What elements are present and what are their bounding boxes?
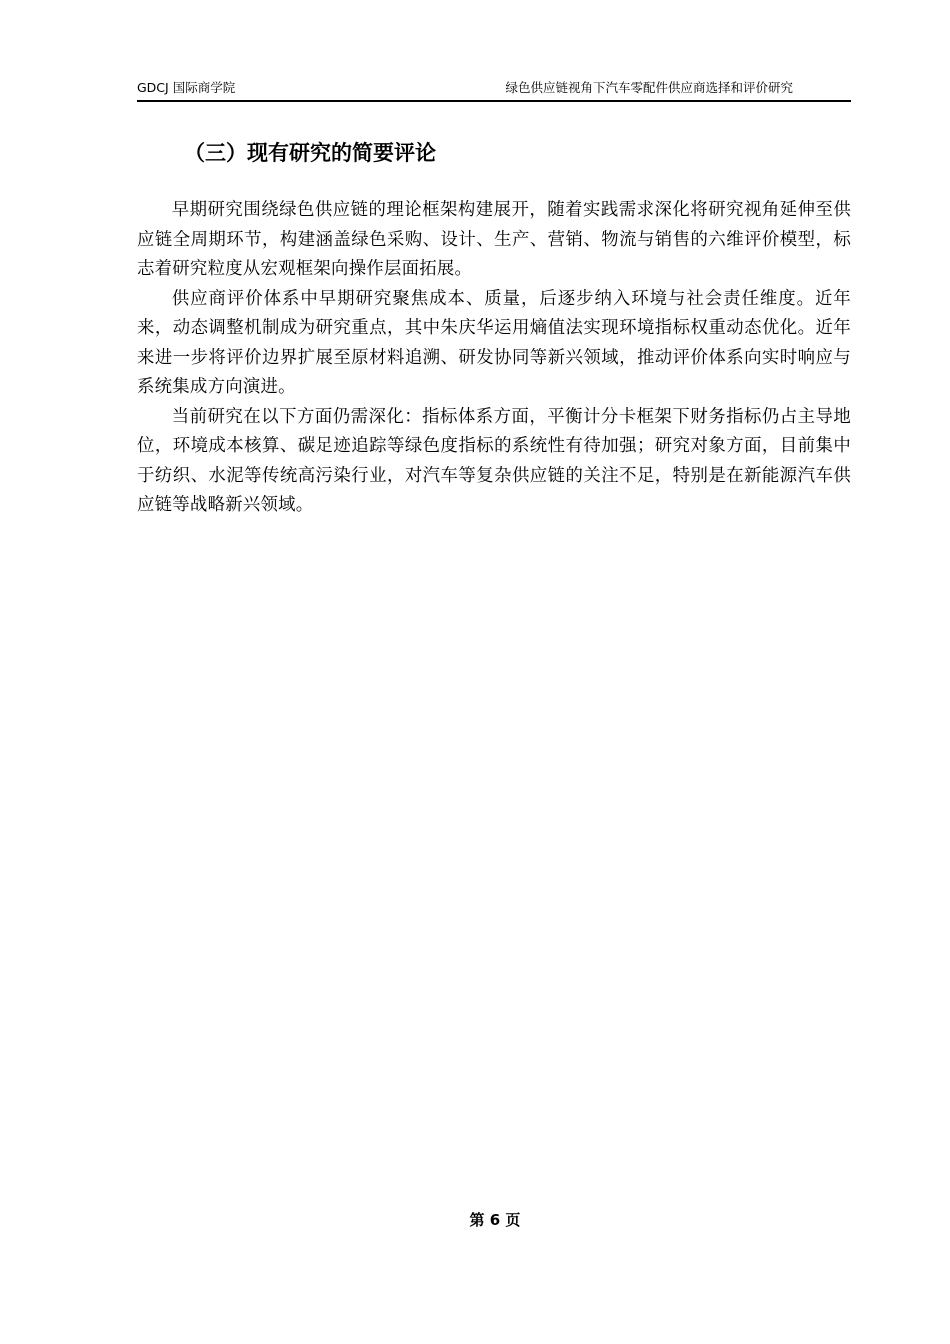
header-thesis-title: 绿色供应链视角下汽车零配件供应商选择和评价研究 — [505, 80, 793, 95]
page-number: 第 6 页 — [469, 1211, 521, 1229]
header-institution: GDCJ 国际商学院 — [137, 80, 236, 95]
paragraph-1: 早期研究围绕绿色供应链的理论框架构建展开，随着实践需求深化将研究视角延伸至供应链全周期环节，构建涵盖绿色采购、设计、生产、营销、物流与销售的六维评价模型，标志着研究粒度从宏观框架向操作层面拓展。 — [137, 200, 851, 279]
body-text — [137, 196, 851, 521]
page-header — [137, 78, 851, 102]
section-title: （三）现有研究的简要评论 — [184, 141, 436, 165]
paragraph-3: 当前研究在以下方面仍需深化：指标体系方面，平衡计分卡框架下财务指标仍占主导地位，环境成本核算、碳足迹追踪等绿色度指标的系统性有待加强；研究对象方面，目前集中于纺织、水泥等传统高污染行业，对汽车等复杂供应链的关注不足，特别是在新能源汽车供应链等战略新兴领域。 — [137, 406, 851, 515]
paragraph-2: 供应商评价体系中早期研究聚焦成本、质量，后逐步纳入环境与社会责任维度。近年来，动态调整机制成为研究重点，其中朱庆华运用熵值法实现环境指标权重动态优化。近年来进一步将评价边界扩展至原材料追溯、研发协同等新兴领域，推动评价体系向实时响应与系统集成方向演进。 — [137, 288, 851, 397]
